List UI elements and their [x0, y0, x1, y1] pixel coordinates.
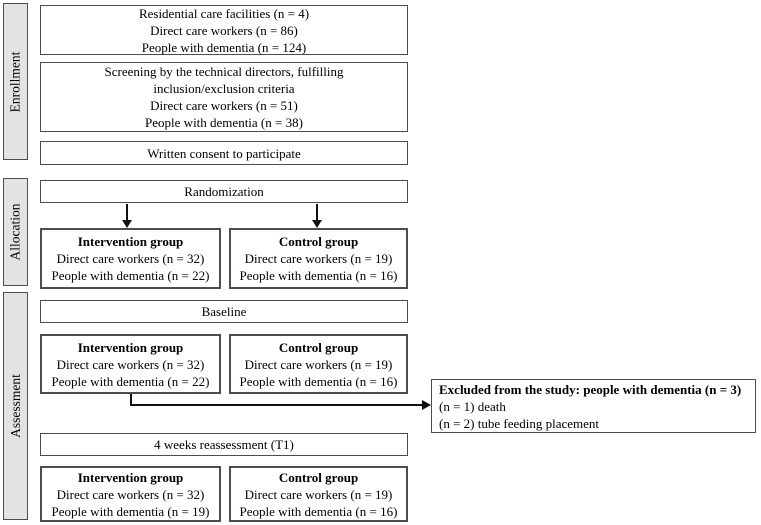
reassessment-text: 4 weeks reassessment (T1) — [154, 437, 294, 452]
facilities-line: Residential care facilities (n = 4) — [138, 5, 310, 21]
screening-line: Screening by the technical directors, fulfilling — [104, 64, 344, 79]
arrow-line-to-control — [316, 204, 318, 221]
excluded-reason: (n = 2) tube feeding placement — [439, 415, 600, 431]
group-line: Direct care workers (n = 32) — [56, 356, 205, 372]
phase-label-enrollment — [3, 3, 28, 160]
box-baseline-intervention — [40, 334, 221, 394]
box-excluded — [431, 379, 756, 433]
box-baseline — [40, 300, 408, 323]
phase-label-allocation — [3, 178, 28, 286]
box-t1-control — [229, 466, 408, 522]
box-allocation-control — [229, 228, 408, 289]
group-line: People with dementia (n = 16) — [239, 503, 398, 519]
excluded-reason: (n = 1) death — [439, 398, 506, 414]
baseline-text: Baseline — [201, 304, 247, 319]
box-baseline-control — [229, 334, 408, 394]
screening-line: People with dementia (n = 38) — [145, 115, 303, 130]
group-title: Intervention group — [77, 339, 184, 355]
box-written-consent — [40, 141, 408, 165]
consent-text: Written consent to participate — [147, 145, 301, 161]
box-screening — [40, 62, 408, 132]
group-line: People with dementia (n = 19) — [51, 503, 210, 519]
arrow-head-to-control — [312, 220, 322, 228]
group-title: Intervention group — [77, 234, 184, 249]
phase-label-assessment-text: Assessment — [7, 374, 23, 438]
phase-label-enrollment-text: Enrollment — [7, 51, 23, 112]
box-reassessment — [40, 433, 408, 456]
group-line: Direct care workers (n = 19) — [244, 486, 393, 502]
group-title: Control group — [278, 339, 359, 355]
group-line: Direct care workers (n = 19) — [244, 251, 393, 266]
screening-line: inclusion/exclusion criteria — [153, 81, 295, 96]
box-randomization — [40, 180, 408, 203]
group-line: People with dementia (n = 16) — [239, 268, 398, 283]
group-line: People with dementia (n = 22) — [51, 268, 210, 283]
excluded-title: Excluded from the study: people with dementia (n = 3) — [439, 381, 742, 397]
phase-label-allocation-text: Allocation — [7, 203, 23, 261]
group-line: People with dementia (n = 16) — [239, 373, 398, 389]
excluded-connector-arrow-head — [422, 400, 431, 410]
box-t1-intervention — [40, 466, 221, 522]
group-line: Direct care workers (n = 32) — [56, 251, 205, 266]
screening-line: Direct care workers (n = 51) — [150, 98, 298, 113]
group-title: Intervention group — [77, 469, 184, 485]
arrow-head-to-intervention — [122, 220, 132, 228]
excluded-connector-horizontal — [130, 404, 422, 406]
group-title: Control group — [278, 234, 359, 249]
arrow-line-to-intervention — [126, 204, 128, 221]
group-line: Direct care workers (n = 19) — [244, 356, 393, 372]
group-title: Control group — [278, 469, 359, 485]
phase-label-assessment — [3, 292, 28, 520]
box-residential-facilities — [40, 5, 408, 55]
box-allocation-intervention — [40, 228, 221, 289]
group-line: People with dementia (n = 22) — [51, 373, 210, 389]
randomization-text: Randomization — [184, 184, 264, 199]
group-line: Direct care workers (n = 32) — [56, 486, 205, 502]
facilities-line: People with dementia (n = 124) — [141, 39, 307, 55]
facilities-line: Direct care workers (n = 86) — [150, 22, 298, 38]
